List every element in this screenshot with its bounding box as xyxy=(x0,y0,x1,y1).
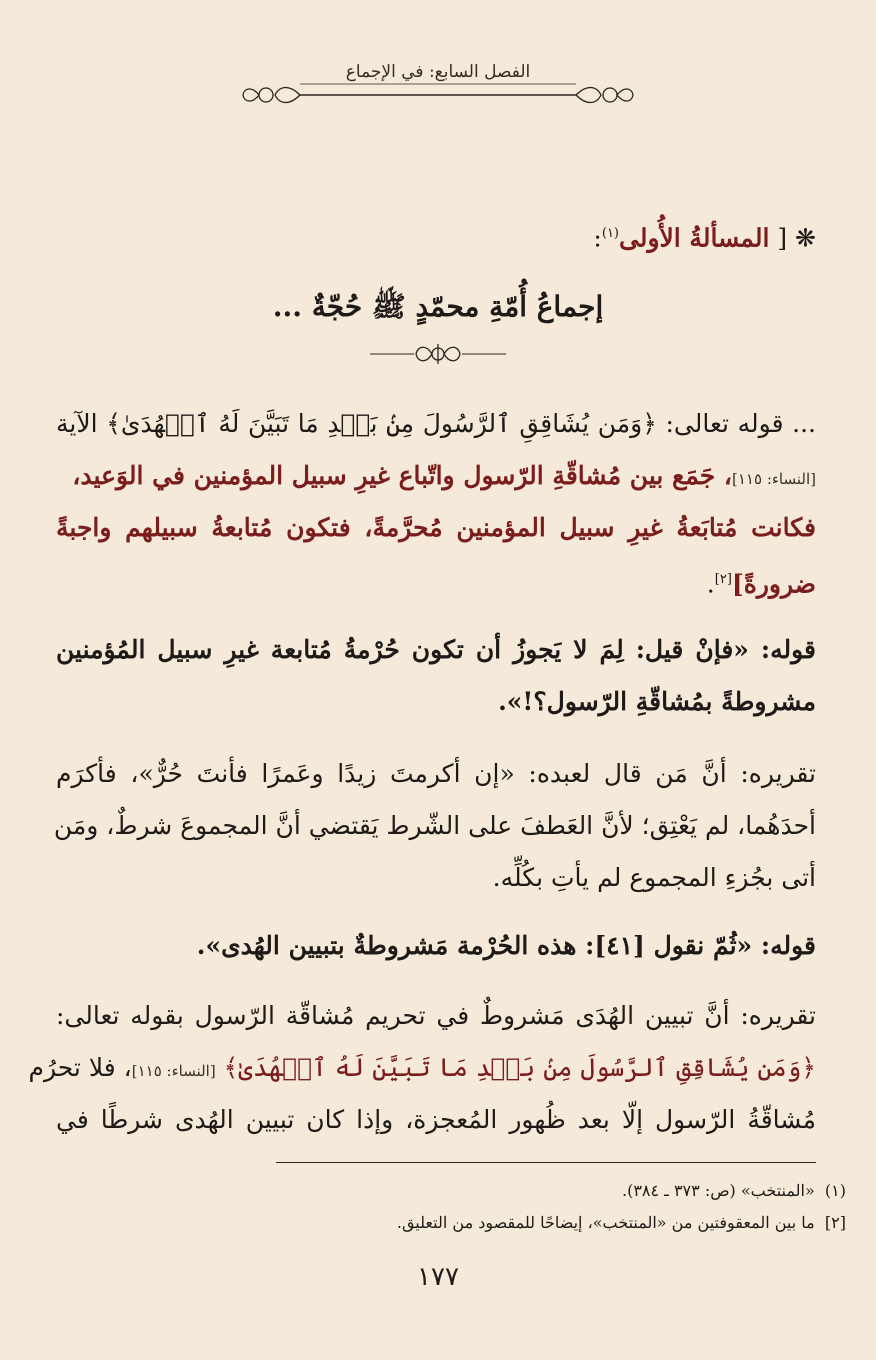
footnote-divider xyxy=(276,1162,816,1163)
text-line: أحدَهُما، لم يَعْتِق؛ لأنَّ العَطفَ على الشّرط يَقتضي أنَّ المجموعَ شرطٌ، ومَن xyxy=(53,811,816,840)
quran-reference: [النساء: ١١٥] xyxy=(732,470,816,488)
text-line: مُشاقّةُ الرّسول إلّا بعد ظُهور المُعجزة، وإذا كان تبيين الهُدى شرطًا في xyxy=(56,1105,816,1134)
text-line: أتى بجُزءِ المجموع لم يأتِ بكُلِّه. xyxy=(492,863,816,892)
heading-footnote-ref: (١) xyxy=(601,226,619,241)
text-span: ضرورةً] xyxy=(731,569,816,599)
heading-suffix: : xyxy=(593,223,602,253)
text-line: تقريره: أنَّ تبيين الهُدَى مَشروطٌ في تحريم مُشاقّة الرّسول بقوله تعالى: xyxy=(56,1001,816,1030)
footnote-text: «المنتخب» (ص: ٣٧٣ ـ ٣٨٤). xyxy=(621,1181,815,1200)
text-line: قوله: «فإنْ قيل: لِمَ لا يَجوزُ أن تكون حُرْمةُ مُتابعة غيرِ سبيل المُؤمنين xyxy=(56,635,816,664)
text-line: مشروطةً بمُشاقّةِ الرّسول؟!». xyxy=(498,687,816,716)
header-ornament-icon xyxy=(240,80,636,110)
text-span: ، جَمَع بين مُشاقّةِ الرّسول واتّباع غيرِ سبيل المؤمنين في الوَعيد، xyxy=(72,461,733,490)
text-line xyxy=(28,1042,816,1097)
text-line: تقريره: أنَّ مَن قال لعبده: «إن أكرمتَ زيدًا وعَمرًا فأنتَ حُرٌّ»، فأكرَم xyxy=(56,759,816,788)
section-heading xyxy=(56,208,816,264)
text-line: قوله: «ثُمّ نقول [٤١]: هذه الحُرْمة مَشروطةٌ بتبيين الهُدى». xyxy=(196,931,816,960)
page-number: ١٧٧ xyxy=(417,1262,459,1292)
text-line: ... قوله تعالى: ﴿وَمَن يُشَاقِقِ ٱلرَّسُولَ مِنۢ بَعۡدِ مَا تَبَيَّنَ لَهُ ٱلۡهُدَىٰ﴾ الآية xyxy=(56,409,816,438)
footnote-text: ما بين المعقوفتين من «المنتخب»، إيضاحًا للمقصود من التعليق. xyxy=(396,1213,815,1232)
footnote xyxy=(56,1176,846,1206)
text-line xyxy=(56,554,816,610)
running-header: الفصل السابع: في الإجماع xyxy=(345,62,531,82)
footnote-ref: [٢] xyxy=(714,572,732,587)
footnote xyxy=(56,1208,846,1238)
section-main-title: إجماعُ أُمّةِ محمّدٍ ﷺ حُجّةٌ ... xyxy=(272,290,604,323)
text-span: ، فلا تحرُم xyxy=(28,1053,132,1082)
text-line xyxy=(56,450,816,505)
text-span: . xyxy=(706,569,715,599)
heading-prefix: ❋ [ xyxy=(777,223,816,253)
divider-ornament-icon xyxy=(370,342,506,366)
heading-title: المسألةُ الأُولى xyxy=(619,223,770,253)
footnote-number: (١) xyxy=(824,1181,846,1200)
footnote-number: [٢] xyxy=(824,1213,846,1232)
text-line: فكانت مُتابَعةُ غيرِ سبيل المؤمنين مُحرَّمةً، فتكون مُتابعةُ سبيلهم واجبةً xyxy=(56,513,816,542)
quran-verse: ﴿وَمَن يُشَاقِقِ ٱلرَّسُولَ مِنۢ بَعۡدِ مَا تَبَيَّنَ لَهُ ٱلۡهُدَىٰ﴾ xyxy=(223,1053,816,1082)
quran-reference: [النساء: ١١٥] xyxy=(131,1062,216,1080)
